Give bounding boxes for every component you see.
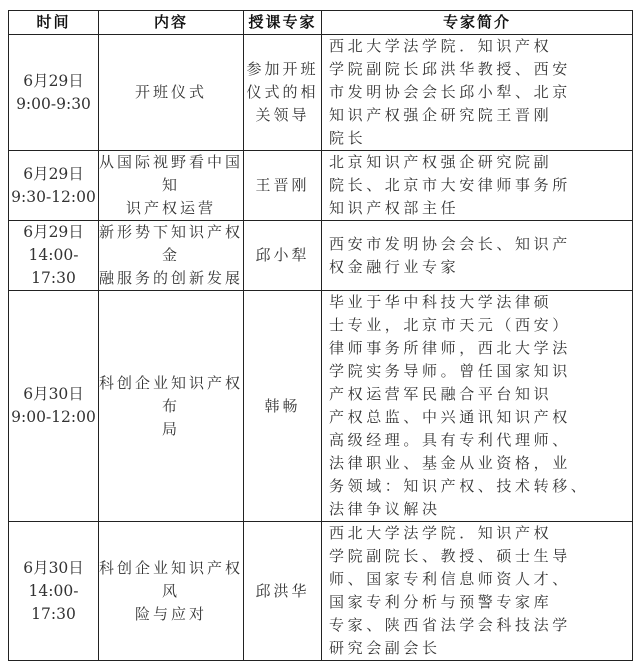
content-cell: 科创企业知识产权风 险与应对 (99, 522, 244, 661)
time-cell: 6月30日 14:00-17:30 (9, 522, 99, 661)
intro-cell: 西北大学法学院．知识产权 学院副院长邱洪华教授、西安 市发明协会会长邱小犁、北京 知识产权强企研究院王晋刚 院长 (322, 35, 633, 151)
table-row (9, 35, 633, 151)
intro-cell: 西安市发明协会会长、知识产 权金融行业专家 (322, 221, 633, 291)
schedule-table (8, 10, 633, 661)
intro-cell: 北京知识产权强企研究院副 院长、北京市大安律师事务所 知识产权部主任 (322, 151, 633, 221)
table-row (9, 221, 633, 291)
intro-cell: 毕业于华中科技大学法律硕 士专业，北京市天元（西安） 律师事务所律师，西北大学法 学院实务导师。曾任国家知识 产权运营军民融合平台知识 产权总监、中兴通讯知识产权 高级经理。具有专利代理师、 法律职业、基金从业资格，业 务领域：知识产权、技术转移、 法律争议解决 (322, 291, 633, 522)
header-expert: 授课专家 (244, 11, 322, 35)
header-row (9, 11, 633, 35)
header-content: 内容 (99, 11, 244, 35)
intro-cell: 西北大学法学院．知识产权 学院副院长、教授、硕士生导 师、国家专利信息师资人才、 国家专利分析与预警专家库 专家、陕西省法学会科技法学 研究会副会长 (322, 522, 633, 661)
expert-cell: 韩畅 (244, 291, 322, 522)
time-cell: 6月29日 9:30-12:00 (9, 151, 99, 221)
table-row (9, 151, 633, 221)
expert-cell: 王晋刚 (244, 151, 322, 221)
content-cell: 从国际视野看中国知 识产权运营 (99, 151, 244, 221)
expert-cell: 邱洪华 (244, 522, 322, 661)
table-row (9, 522, 633, 661)
content-cell: 新形势下知识产权金 融服务的创新发展 (99, 221, 244, 291)
header-intro: 专家简介 (322, 11, 633, 35)
expert-cell: 参加开班 仪式的相 关领导 (244, 35, 322, 151)
content-cell: 科创企业知识产权布 局 (99, 291, 244, 522)
expert-cell: 邱小犁 (244, 221, 322, 291)
time-cell: 6月29日 14:00-17:30 (9, 221, 99, 291)
content-cell: 开班仪式 (99, 35, 244, 151)
table-row (9, 291, 633, 522)
time-cell: 6月29日 9:00-9:30 (9, 35, 99, 151)
time-cell: 6月30日 9:00-12:00 (9, 291, 99, 522)
header-time: 时间 (9, 11, 99, 35)
